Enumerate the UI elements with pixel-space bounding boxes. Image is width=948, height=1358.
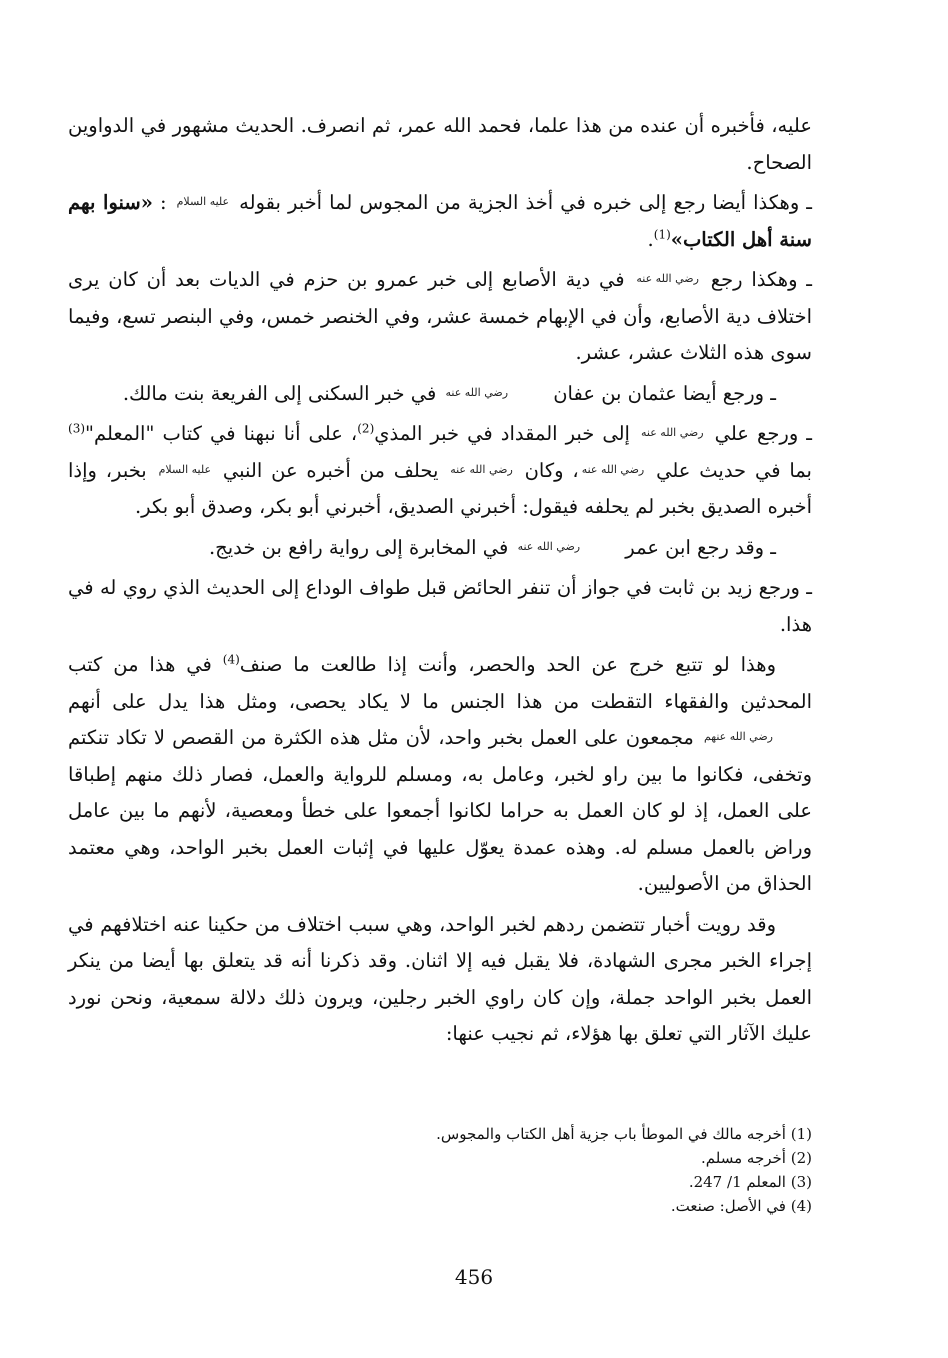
footnote-ref: (2) — [357, 421, 375, 436]
honorific-glyph: رضي الله عنه — [636, 272, 699, 285]
paragraph-4 — [68, 376, 812, 413]
text-segment: ، وكان — [515, 458, 579, 482]
paragraph-5 — [68, 416, 812, 526]
honorific-glyph: رضي الله عنه — [517, 539, 581, 553]
paragraph-9 — [68, 907, 812, 1053]
paragraph-3 — [68, 262, 812, 372]
page-number: 456 — [454, 1265, 494, 1289]
text-segment: إلى خبر المقداد في خبر المذي — [374, 422, 639, 445]
footnote-ref: (4) — [222, 652, 240, 667]
text-segment: في خبر السكنى إلى الفريعة بنت مالك. — [122, 381, 443, 405]
text-segment: ـ ورجع علي — [706, 422, 812, 445]
paragraph-7 — [68, 570, 812, 643]
honorific-glyph: رضي الله عنه — [581, 462, 645, 476]
text-segment: بخبر، وإذا أخبره الصديق بخبر لم يحلفه فيقول: أخبرني الصديق، أخبرني أبو بكر، وصدق أبو بكر. — [68, 458, 812, 518]
text-segment: ـ ورجع زيد بن ثابت في جواز أن تنفر الحائض قبل طواف الوداع إلى الحديث الذي روي له في هذا. — [68, 576, 812, 636]
footnote-3: (3) المعلم 1/ 247. — [688, 1173, 812, 1191]
footnote-ref: (3) — [68, 421, 86, 436]
footnote-1: (1) أخرجه مالك في الموطأ باب جزية أهل الكتاب والمجوس. — [436, 1125, 812, 1143]
text-segment: يحلف من أخبره عن النبي — [214, 458, 448, 482]
text-segment: ـ ورجع أيضا عثمان بن عفان — [547, 381, 776, 405]
text-segment: بما في حديث علي — [647, 458, 812, 482]
footnote-4: (4) في الأصل: صنعت. — [670, 1197, 812, 1215]
text-segment: ، على أنا نبهنا في كتاب "المعلم" — [85, 422, 358, 445]
text-segment: في هذا من كتب المحدثين والفقهاء التقطت من هذا الجنس ما لا يكاد يحصى، ومثل هذا يدل على أنهم — [68, 653, 812, 713]
quoted-hadith: «سنوا بهم سنة أهل الكتاب» — [68, 191, 812, 251]
honorific-glyph: رضي الله عنهم — [703, 730, 773, 743]
text-segment: عليه، فأخبره أن عنده من هذا علما، فحمد الله عمر، ثم انصرف. الحديث مشهور في الدواوين الصحاح. — [68, 114, 812, 174]
text-segment: في المخابرة إلى رواية رافع بن خديج. — [208, 535, 515, 559]
footnotes — [252, 1122, 812, 1218]
text-segment: ـ وهكذا أيضا رجع إلى خبره في أخذ الجزية من المجوس لما أخبر بقوله — [232, 191, 812, 214]
paragraph-1 — [68, 108, 812, 181]
paragraph-8 — [68, 647, 812, 903]
text-segment: في دية الأصابع إلى خبر عمرو بن حزم في الديات بعد أن كان يرى اختلاف دية الأصابع، وأن في الإبهام خمسة عشر، وفي الخنصر خمس، وفي البنصر تسع، وفيما سوى هذه الثلاث عشر، عشر. — [68, 268, 812, 364]
text-segment: . — [647, 227, 654, 251]
honorific-glyph: رضي الله عنه — [445, 385, 509, 399]
footnote-2: (2) أخرجه مسلم. — [701, 1149, 812, 1167]
honorific-glyph: رضي الله عنه — [450, 462, 513, 476]
paragraph-2 — [68, 185, 812, 258]
page-body — [68, 108, 812, 1057]
text-segment: : — [152, 191, 174, 214]
honorific-glyph: عليه السلام — [158, 462, 212, 476]
honorific-glyph: عليه السلام — [176, 195, 230, 208]
text-segment: مجمعون على العمل بخبر واحد، لأن مثل هذه الكثرة من القصص لا تكاد تنكتم وتخفى، فكانوا ما بين راو لخبر، وعامل به، ومسلم للرواية والعمل، فصار ذلك منهم إطباقا على العمل، إذ لو كان العمل به حراما لكانوا أجمعوا على خطأ ومعصية، لأنهم ما بين عامل وراض بالعمل مسلم له. وهذه عمدة يعوّل عليها في إثبات العمل بخبر الواحد، وهي معتمد الحذاق من الأصوليين. — [68, 726, 812, 895]
honorific-glyph: رضي الله عنه — [641, 426, 704, 439]
footnote-ref: (1) — [653, 227, 671, 241]
text-segment: وقد رويت أخبار تتضمن ردهم لخبر الواحد، وهي سبب اختلاف من حكينا عنه اختلافهم في إجراء الخبر مجرى الشهادة، فلا يقبل فيه إلا اثنان. وقد ذكرنا أنه قد يتعلق بها أيضا من ينكر العمل بخبر الواحد جملة، وإن كان راوي الخبر رجلين، ويرون ذلك دلالة سمعية، ونحن نورد عليك الآثار التي تعلق بها هؤلاء، ثم نجيب عنها: — [68, 912, 812, 1045]
text-segment: وهذا لو تتبع خرج عن الحد والحصر، وأنت إذا طالعت ما صنف — [239, 653, 776, 676]
text-segment: ـ وقد رجع ابن عمر — [619, 535, 776, 559]
text-segment: ـ وهكذا رجع — [701, 268, 813, 291]
paragraph-6 — [68, 530, 812, 567]
